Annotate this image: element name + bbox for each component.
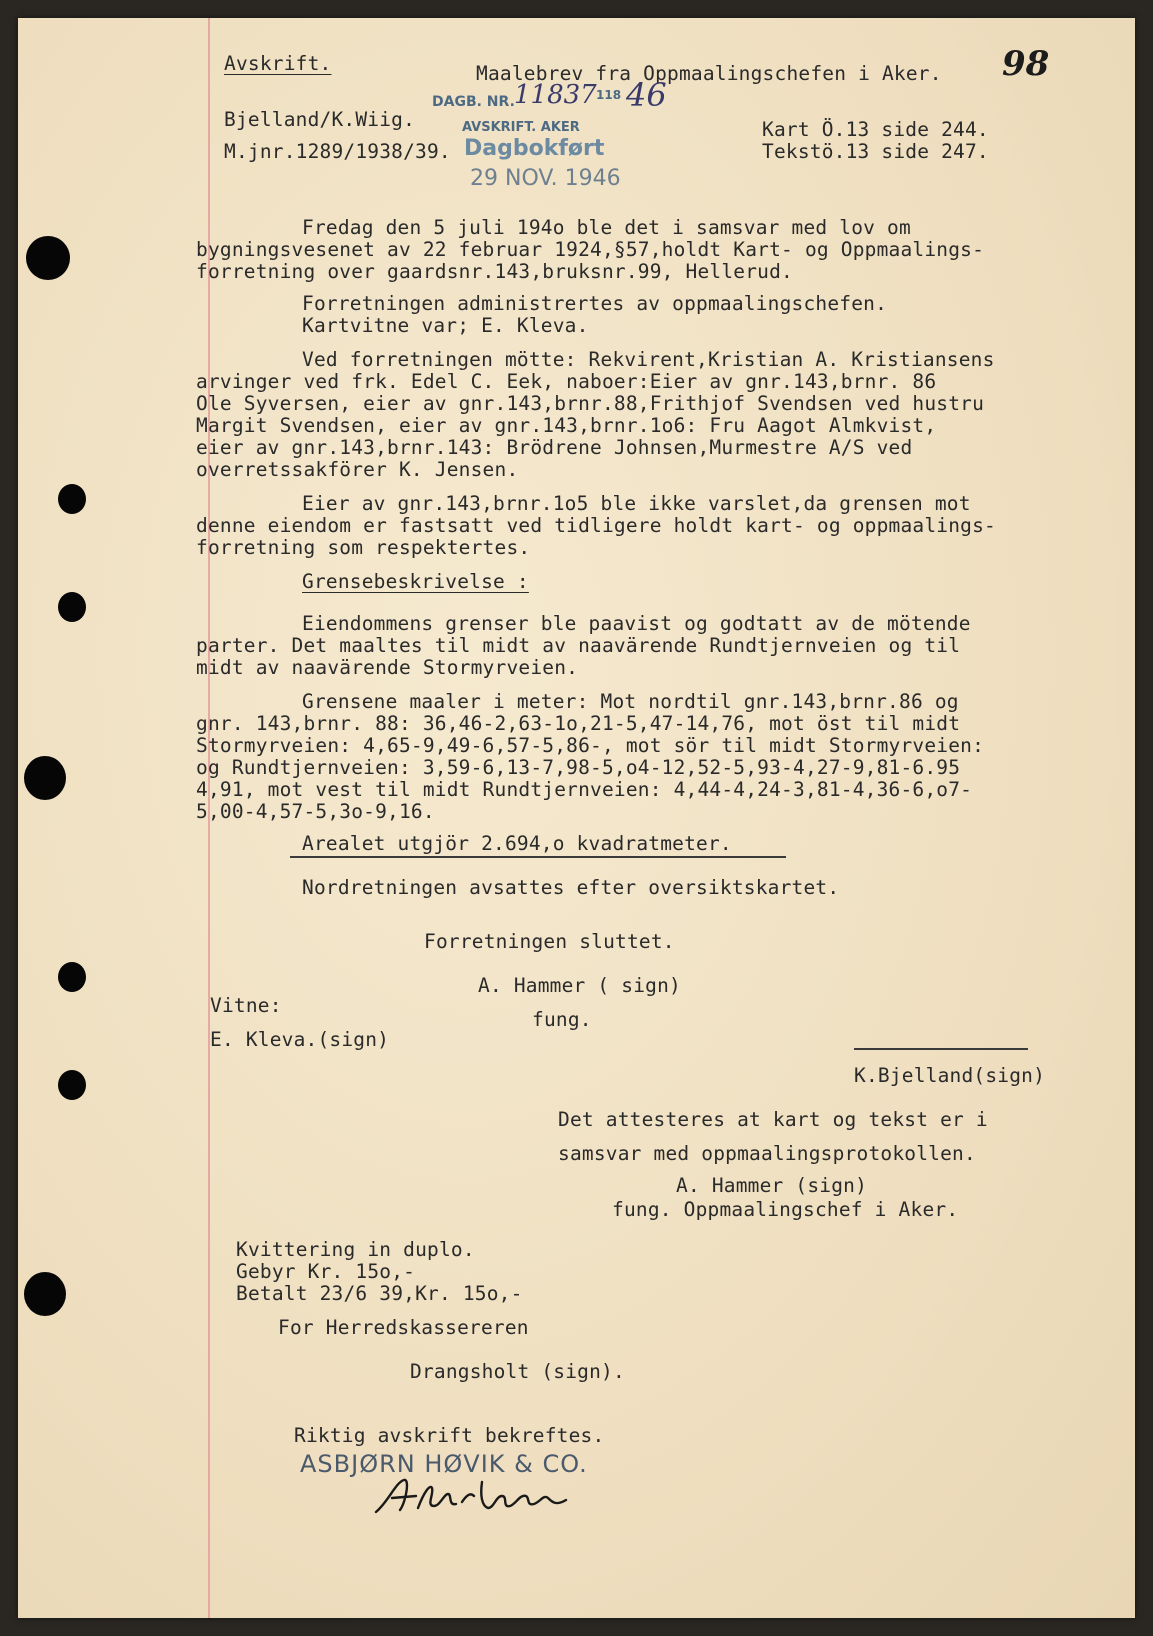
body-line: Ole Syversen, eier av gnr.143,brnr.88,Frithjof Svendsen ved hustru xyxy=(196,392,985,415)
document-page xyxy=(18,18,1135,1618)
body-line: bygningsvesenet av 22 februar 1924,§57,holdt Kart- og Oppmaalings- xyxy=(196,238,985,261)
receipt-line: Gebyr Kr. 15o,- xyxy=(236,1260,416,1283)
stamp-number: 11837 xyxy=(514,80,597,110)
body-line: overretssakförer K. Jensen. xyxy=(196,458,519,481)
binder-hole xyxy=(58,962,86,992)
signature-fung: fung. xyxy=(532,1008,592,1031)
body-line: Ved forretningen mötte: Rekvirent,Kristian A. Kristiansens xyxy=(302,348,995,371)
attest-sign: A. Hammer (sign) xyxy=(676,1174,868,1197)
header-avskrift: Avskrift. xyxy=(224,52,332,75)
area-underline xyxy=(290,856,786,858)
body-line: 5,00-4,57-5,3o-9,16. xyxy=(196,800,435,823)
area-statement: Arealet utgjör 2.694,o kvadratmeter. xyxy=(302,832,732,855)
stamp-small-number: 118 xyxy=(596,88,622,102)
binder-hole xyxy=(24,1272,66,1316)
receipt-line: Betalt 23/6 39,Kr. 15o,- xyxy=(236,1282,523,1305)
header-journal: M.jnr.1289/1938/39. xyxy=(224,140,451,163)
binder-hole xyxy=(26,236,70,280)
vitne-name: E. Kleva.(sign) xyxy=(210,1028,390,1051)
receipt-sign: Drangsholt (sign). xyxy=(410,1360,625,1383)
section-heading: Grensebeskrivelse : xyxy=(302,570,529,593)
body-line: 4,91, mot vest til midt Rundtjernveien: 4,44-4,24-3,81-4,36-6,o7- xyxy=(196,778,973,801)
body-line: arvinger ved frk. Edel C. Eek, naboer:Eier av gnr.143,brnr. 86 xyxy=(196,370,937,393)
binder-hole xyxy=(58,592,86,622)
company-stamp: ASBJØRN HØVIK & CO. xyxy=(300,1450,588,1478)
attest-title: fung. Oppmaalingschef i Aker. xyxy=(612,1198,959,1221)
stamp-avskrift-aker: AVSKRIFT. AKER xyxy=(462,120,580,135)
body-line: Kartvitne var; E. Kleva. xyxy=(302,314,589,337)
body-line: forretning som respektertes. xyxy=(196,536,531,559)
body-line: forretning over gaardsnr.143,bruksnr.99, Hellerud. xyxy=(196,260,793,283)
body-line: gnr. 143,brnr. 88: 36,46-2,63-1o,21-5,47-14,76, mot öst til midt xyxy=(196,712,961,735)
header-ref: Bjelland/K.Wiig. xyxy=(224,108,416,131)
body-line: Grensene maaler i meter: Mot nordtil gnr.143,brnr.86 og xyxy=(302,690,959,713)
confirmation-text: Riktig avskrift bekreftes. xyxy=(294,1424,605,1447)
receipt-line: Kvittering in duplo. xyxy=(236,1238,475,1261)
page-number: 98 xyxy=(1002,44,1050,84)
body-line: denne eiendom er fastsatt ved tidligere holdt kart- og oppmaalings- xyxy=(196,514,996,537)
body-line: og Rundtjernveien: 3,59-6,13-7,98-5,o4-12,52-5,93-4,27-9,81-6.95 xyxy=(196,756,961,779)
body-line: midt av naavärende Stormyrveien. xyxy=(196,656,579,679)
stamp-dagbokfort: Dagbokført xyxy=(464,136,605,161)
stamp-date: 29 NOV. 1946 xyxy=(470,166,621,191)
body-line: Forretningen administrertes av oppmaalingschefen. xyxy=(302,292,888,315)
binder-hole xyxy=(58,1070,86,1100)
attest-line: samsvar med oppmaalingsprotokollen. xyxy=(558,1142,976,1165)
dagbok-stamp-label: DAGB. NR. xyxy=(432,94,515,110)
body-line: Eier av gnr.143,brnr.1o5 ble ikke varslet,da grensen mot xyxy=(302,492,971,515)
stamp-year: 46 xyxy=(626,76,667,114)
signature-line xyxy=(854,1048,1028,1050)
attest-line: Det attesteres at kart og tekst er i xyxy=(558,1108,988,1131)
body-line: Eiendommens grenser ble paavist og godtatt av de mötende xyxy=(302,612,971,635)
document-title: Maalebrev fra Oppmaalingschefen i Aker. xyxy=(476,62,942,85)
vitne-label: Vitne: xyxy=(210,994,282,1017)
north-statement: Nordretningen avsattes efter oversiktskartet. xyxy=(302,876,840,899)
tekst-reference: Tekstö.13 side 247. xyxy=(762,140,989,163)
kart-reference: Kart Ö.13 side 244. xyxy=(762,118,989,141)
body-line: eier av gnr.143,brnr.143: Brödrene Johnsen,Murmestre A/S ved xyxy=(196,436,913,459)
body-line: parter. Det maaltes til midt av naavärende Rundtjernveien og til xyxy=(196,634,961,657)
binder-hole xyxy=(58,484,86,514)
body-line: Margit Svendsen, eier av gnr.143,brnr.1o6: Fru Aagot Almkvist, xyxy=(196,414,937,437)
binder-hole xyxy=(24,756,66,800)
receipt-for: For Herredskassereren xyxy=(278,1316,529,1339)
body-line: Fredag den 5 juli 194o ble det i samsvar med lov om xyxy=(302,216,911,239)
signature-bjelland: K.Bjelland(sign) xyxy=(854,1064,1046,1087)
closing-statement: Forretningen sluttet. xyxy=(424,930,675,953)
handwritten-signature xyxy=(370,1472,590,1522)
body-line: Stormyrveien: 4,65-9,49-6,57-5,86-, mot sör til midt Stormyrveien: xyxy=(196,734,985,757)
signature-hammer: A. Hammer ( sign) xyxy=(478,974,681,997)
